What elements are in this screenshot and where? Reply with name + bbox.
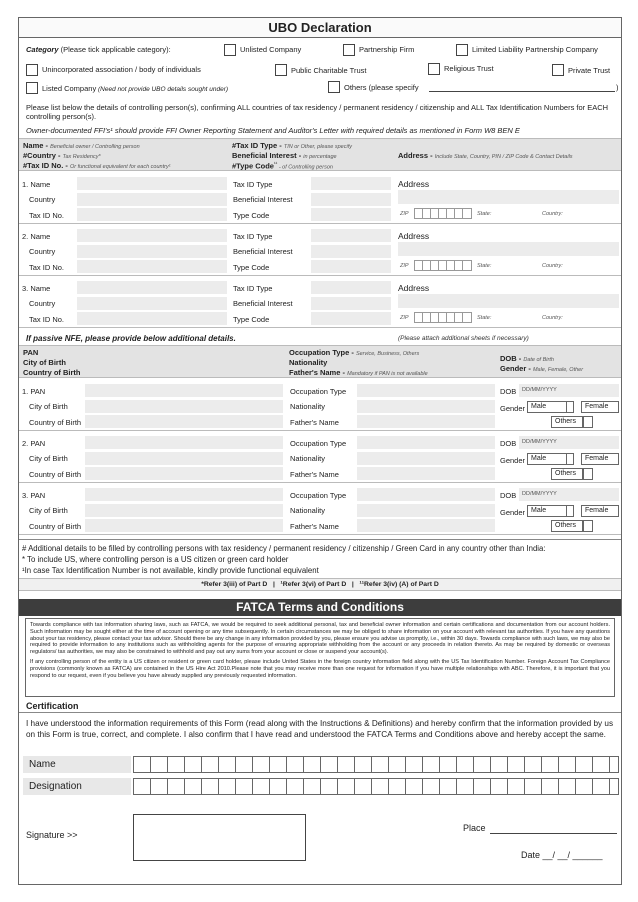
- nfe-h-pan: PAN: [23, 348, 39, 357]
- nfe-cob-label: Country of Birth: [29, 522, 82, 531]
- person-typecode-input[interactable]: [311, 208, 391, 221]
- person-interest-input[interactable]: [311, 297, 391, 310]
- option-listed-company: Listed Company: [42, 84, 97, 93]
- person-zip-input[interactable]: [414, 208, 472, 219]
- nfe-dob-label: DOB: [500, 491, 517, 500]
- nfe-dob-label: DOB: [500, 439, 517, 448]
- person-name-label: 1. Name: [22, 180, 51, 189]
- person-country-label: Country: [29, 247, 56, 256]
- fatca-p1: Towards compliance with tax information sharing laws, such as FATCA, we would be required to seek additional personal, tax and beneficial owner information and certain certifications and documentation from our account holders. Such information may be sought either at the time of account opening or any time subsequently. In certain circumstances we may be obliged to share information on your account with relevant tax authorities. If you have any questions about your tax residency, please contact your tax advisor. Should there be any change in any information provided by you, please ensure you advise us promptly, i.e., within 30 days. Towards compliance with such laws, we may also be required to provide information to any institutions such as withholding agents for the purpose of ensuring appropriate withholding from the account or any proceeds in relation thereto. As may be required by domestic or overseas regulators/ tax authorities, we may also be constrained to withhold and pay out any sums from your account or close or suspend your account(s).: [30, 622, 610, 656]
- nfe-dob-format: DD/MM/YYYY: [522, 387, 557, 393]
- gender-others-checkbox[interactable]: [583, 468, 593, 480]
- others-specify-line[interactable]: [429, 91, 615, 92]
- nfe-h-nat: Nationality: [289, 358, 328, 367]
- note-1: # Additional details to be filled by controlling persons with tax residency / permanent residency / citizenship / Green Card in any country other than India:: [22, 544, 546, 553]
- listed-hint: (Need not provide UBO details sought under): [96, 86, 229, 93]
- person-taxid-input[interactable]: [77, 208, 227, 221]
- person-taxtype-label: Tax ID Type: [233, 180, 273, 189]
- person-typecode-input[interactable]: [311, 260, 391, 273]
- checkbox-llp[interactable]: [456, 44, 468, 56]
- nfe-city-label: City of Birth: [29, 402, 68, 411]
- person-address-label: Address: [398, 179, 430, 189]
- nfe-cob-input[interactable]: [85, 415, 283, 428]
- gender-male-checkbox[interactable]: [566, 453, 574, 465]
- nfe-occ-label: Occupation Type: [290, 491, 347, 500]
- person-country-input[interactable]: [77, 245, 227, 258]
- person-interest-label: Beneficial Interest: [233, 299, 293, 308]
- nfe-pan-label: 1. PAN: [22, 387, 46, 396]
- hdr-typecode: #Type Code: [232, 161, 274, 171]
- person-typecode-label: Type Code: [233, 315, 270, 324]
- nfe-occ-input[interactable]: [357, 488, 495, 501]
- nfe-father-input[interactable]: [357, 415, 495, 428]
- person-taxtype-label: Tax ID Type: [233, 284, 273, 293]
- hdr-typecode-hint: - of Controlling person: [277, 164, 333, 171]
- person-address-input[interactable]: [398, 190, 619, 204]
- name-grid[interactable]: [133, 756, 619, 773]
- gender-female-option[interactable]: Female: [581, 505, 619, 517]
- hdr-country-hint: Tax Residency*: [62, 154, 101, 160]
- nfe-nat-input[interactable]: [357, 400, 495, 413]
- nfe-h-dob: DOB -: [500, 354, 524, 363]
- person-country-input[interactable]: [77, 193, 227, 206]
- nfe-city-label: City of Birth: [29, 506, 68, 515]
- nfe-nat-label: Nationality: [290, 402, 326, 411]
- gender-male-option[interactable]: Male: [527, 453, 569, 465]
- nfe-h-father-hint: Mandatory if PAN is not available: [347, 371, 428, 377]
- nfe-occ-input[interactable]: [357, 436, 495, 449]
- designation-grid[interactable]: [133, 778, 619, 795]
- person-state-label: State:: [477, 211, 492, 217]
- category-label-row: [26, 45, 171, 54]
- nfe-h-city: City of Birth: [23, 358, 66, 367]
- person-name-label: 3. Name: [22, 284, 51, 293]
- gender-others-option[interactable]: Others: [551, 520, 583, 532]
- ubo-form: [18, 17, 622, 885]
- person-taxtype-input[interactable]: [311, 177, 391, 190]
- nfe-h-cob: Country of Birth: [23, 368, 81, 377]
- person-taxid-label: Tax ID No.: [29, 211, 65, 220]
- checkbox-private-trust[interactable]: [552, 64, 564, 76]
- nfe-h-occ-hint: Service, Business, Others: [355, 351, 420, 357]
- hdr-taxid: #Tax ID No. -: [23, 161, 70, 170]
- option-public-trust: Public Charitable Trust: [291, 66, 367, 75]
- hdr-address-hint: Include State, Country, PIN / ZIP Code & Contact Details: [434, 154, 573, 160]
- gender-others-checkbox[interactable]: [583, 416, 593, 428]
- place-label: Place: [463, 823, 486, 833]
- person-interest-input[interactable]: [311, 245, 391, 258]
- designation-label: Designation: [23, 778, 131, 795]
- person-interest-input[interactable]: [311, 193, 391, 206]
- option-llp: Limited Liability Partnership Company: [472, 45, 598, 54]
- person-taxtype-label: Tax ID Type: [233, 232, 273, 241]
- name-label: Name: [23, 756, 131, 773]
- option-others: Others (please specify: [344, 83, 419, 92]
- hdr-typecode-sup: ¹¹: [273, 161, 278, 167]
- nfe-pan-label: 3. PAN: [22, 491, 46, 500]
- gender-male-option[interactable]: Male: [527, 401, 569, 413]
- gender-others-option[interactable]: Others: [551, 468, 583, 480]
- nfe-cob-label: Country of Birth: [29, 418, 82, 427]
- hdr-name: Name -: [23, 141, 51, 150]
- person-taxtype-input[interactable]: [311, 229, 391, 242]
- cert-text: I have understood the information requirements of this Form (read along with the Instructions & Definitions) and hereby confirm that the information provided by us on this Form is true, correct, and complete. I also confirm that I have read and understood the FATCA Terms and Conditions above and hereby accept the same.: [26, 719, 614, 739]
- checkbox-partnership-firm[interactable]: [343, 44, 355, 56]
- person-address-label: Address: [398, 231, 430, 241]
- category-label: Category: [26, 45, 59, 54]
- person-country2-label: Country:: [542, 263, 563, 269]
- fatca-p2: If any controlling person of the entity is a US citizen or resident or green card holder, please include United States in the foreign country information field along with the US Tax Identification Number. Foreign Account Tax Compliance provisions (commonly known as FATCA) are contained in the US Hire Act 2010.Please note that you may receive more than one request for information if you have multiple relationships with ABC. Therefore, it is important that you respond to our request, even if you believe you have already supplied any previously requested information.: [30, 658, 610, 679]
- hdr-taxtype-hint: TIN or Other, please specify: [283, 144, 352, 150]
- person-name-input[interactable]: [77, 281, 227, 294]
- nfe-dob-format: DD/MM/YYYY: [522, 439, 557, 445]
- checkbox-unlisted-company[interactable]: [224, 44, 236, 56]
- category-hint: (Please tick applicable category):: [58, 45, 171, 54]
- nfe-attach: (Please attach additional sheets if necessary): [398, 335, 529, 342]
- option-unincorporated: Unincorporated association / body of individuals: [42, 65, 201, 74]
- instruction-2: Owner-documented FFI's¹ should provide FFI Owner Reporting Statement and Auditor's Letter with required details as mentioned in Form W8 BEN E: [26, 126, 520, 135]
- gender-male-option[interactable]: Male: [527, 505, 569, 517]
- gender-others-option[interactable]: Others: [551, 416, 583, 428]
- option-unlisted-company: Unlisted Company: [240, 45, 302, 54]
- nfe-father-input[interactable]: [357, 467, 495, 480]
- nfe-gender-label: Gender: [500, 456, 526, 465]
- nfe-h-dob-hint: Date of Birth: [523, 357, 554, 363]
- person-typecode-label: Type Code: [233, 263, 270, 272]
- signature-box[interactable]: [133, 814, 306, 861]
- checkbox-public-trust[interactable]: [275, 64, 287, 76]
- nfe-city-input[interactable]: [85, 504, 283, 517]
- person-address-input[interactable]: [398, 294, 619, 308]
- person-interest-label: Beneficial Interest: [233, 195, 293, 204]
- hdr-taxid-hint: Or functional equivalent for each country¹: [69, 164, 171, 170]
- others-close: ): [616, 83, 619, 92]
- nfe-cob-label: Country of Birth: [29, 470, 82, 479]
- form-title: UBO Declaration: [19, 18, 621, 38]
- nfe-occ-label: Occupation Type: [290, 387, 347, 396]
- gender-others-checkbox[interactable]: [583, 520, 593, 532]
- person-name-label: 2. Name: [22, 232, 51, 241]
- person-taxtype-input[interactable]: [311, 281, 391, 294]
- person-zip-label: ZIP: [400, 315, 409, 321]
- checkbox-unincorporated[interactable]: [26, 64, 38, 76]
- controlling-header: [19, 138, 621, 171]
- person-typecode-input[interactable]: [311, 312, 391, 325]
- person-taxid-label: Tax ID No.: [29, 263, 65, 272]
- person-zip-input[interactable]: [414, 312, 472, 323]
- person-address-input[interactable]: [398, 242, 619, 256]
- nfe-cob-input[interactable]: [85, 519, 283, 532]
- nfe-h-occ: Occupation Type -: [289, 348, 356, 357]
- nfe-dob-format: DD/MM/YYYY: [522, 491, 557, 497]
- person-typecode-label: Type Code: [233, 211, 270, 220]
- nfe-pan-label: 2. PAN: [22, 439, 46, 448]
- nfe-father-label: Father's Name: [290, 470, 339, 479]
- person-taxid-label: Tax ID No.: [29, 315, 65, 324]
- checkbox-others[interactable]: [328, 81, 340, 93]
- person-state-label: State:: [477, 263, 492, 269]
- nfe-pan-input[interactable]: [85, 488, 283, 501]
- nfe-pan-input[interactable]: [85, 384, 283, 397]
- hdr-interest-hint: in percentage: [303, 154, 337, 160]
- nfe-father-input[interactable]: [357, 519, 495, 532]
- fatca-terms: [25, 618, 615, 697]
- person-taxid-input[interactable]: [77, 312, 227, 325]
- person-country-label: Country: [29, 195, 56, 204]
- nfe-nat-input[interactable]: [357, 504, 495, 517]
- instruction-1: Please list below the details of controlling person(s), confirming ALL countries of tax residency / permanent residency / citizenship and ALL Tax Identification Numbers for EACH controlling person(s).: [26, 103, 609, 121]
- nfe-gender-label: Gender: [500, 508, 526, 517]
- gender-female-option[interactable]: Female: [581, 453, 619, 465]
- nfe-dob-label: DOB: [500, 387, 517, 396]
- person-zip-label: ZIP: [400, 263, 409, 269]
- place-line[interactable]: [490, 833, 617, 834]
- fatca-title: FATCA Terms and Conditions: [19, 599, 621, 616]
- nfe-father-label: Father's Name: [290, 522, 339, 531]
- nfe-nat-label: Nationality: [290, 506, 326, 515]
- option-religious-trust: Religious Trust: [444, 64, 494, 73]
- nfe-dob-input[interactable]: [519, 436, 619, 449]
- nfe-pan-input[interactable]: [85, 436, 283, 449]
- nfe-nat-label: Nationality: [290, 454, 326, 463]
- hdr-name-hint: Beneficial owner / Controlling person: [50, 144, 140, 150]
- note-2: * To include US, where controlling person is a US citizen or green card holder: [22, 555, 289, 564]
- gender-male-checkbox[interactable]: [566, 505, 574, 517]
- option-listed-company-row: [42, 84, 228, 93]
- person-taxid-input[interactable]: [77, 260, 227, 273]
- nfe-occ-input[interactable]: [357, 384, 495, 397]
- option-partnership-firm: Partnership Firm: [359, 45, 415, 54]
- nfe-h-gender: Gender -: [500, 364, 533, 373]
- date-field[interactable]: Date __/ __/ ______: [521, 850, 603, 860]
- person-country-label: Country: [29, 299, 56, 308]
- cert-heading: Certification: [26, 701, 79, 711]
- nfe-city-input[interactable]: [85, 452, 283, 465]
- nfe-dob-input[interactable]: [519, 384, 619, 397]
- person-country2-label: Country:: [542, 211, 563, 217]
- person-country-input[interactable]: [77, 297, 227, 310]
- signature-label: Signature >>: [26, 830, 78, 840]
- hdr-interest: Beneficial Interest -: [232, 151, 304, 160]
- person-name-input[interactable]: [77, 177, 227, 190]
- nfe-dob-input[interactable]: [519, 488, 619, 501]
- checkbox-listed-company[interactable]: [26, 82, 38, 94]
- nfe-city-input[interactable]: [85, 400, 283, 413]
- nfe-occ-label: Occupation Type: [290, 439, 347, 448]
- person-zip-label: ZIP: [400, 211, 409, 217]
- gender-female-option[interactable]: Female: [581, 401, 619, 413]
- hdr-country: #Country -: [23, 151, 63, 160]
- person-name-input[interactable]: [77, 229, 227, 242]
- person-zip-input[interactable]: [414, 260, 472, 271]
- nfe-father-label: Father's Name: [290, 418, 339, 427]
- hdr-address: Address -: [398, 151, 435, 160]
- person-address-label: Address: [398, 283, 430, 293]
- checkbox-religious-trust[interactable]: [428, 63, 440, 75]
- nfe-heading: If passive NFE, please provide below additional details.: [26, 334, 236, 343]
- nfe-cob-input[interactable]: [85, 467, 283, 480]
- person-country2-label: Country:: [542, 315, 563, 321]
- nfe-header: [19, 345, 621, 378]
- person-state-label: State:: [477, 315, 492, 321]
- hdr-taxtype: #Tax ID Type -: [232, 141, 284, 150]
- note-3: ¹In case Tax Identification Number is not available, kindly provide functional equivalent: [22, 566, 319, 575]
- nfe-city-label: City of Birth: [29, 454, 68, 463]
- nfe-h-gender-hint: Male, Female, Other: [532, 367, 584, 373]
- person-interest-label: Beneficial Interest: [233, 247, 293, 256]
- gender-male-checkbox[interactable]: [566, 401, 574, 413]
- option-private-trust: Private Trust: [568, 66, 611, 75]
- nfe-h-father: Father's Name -: [289, 368, 348, 377]
- nfe-gender-label: Gender: [500, 404, 526, 413]
- nfe-nat-input[interactable]: [357, 452, 495, 465]
- refs-bar: *Refer 3(iii) of Part D | ¹Refer 3(vi) of Part D | ¹¹Refer 3(iv) (A) of Part D: [19, 578, 621, 591]
